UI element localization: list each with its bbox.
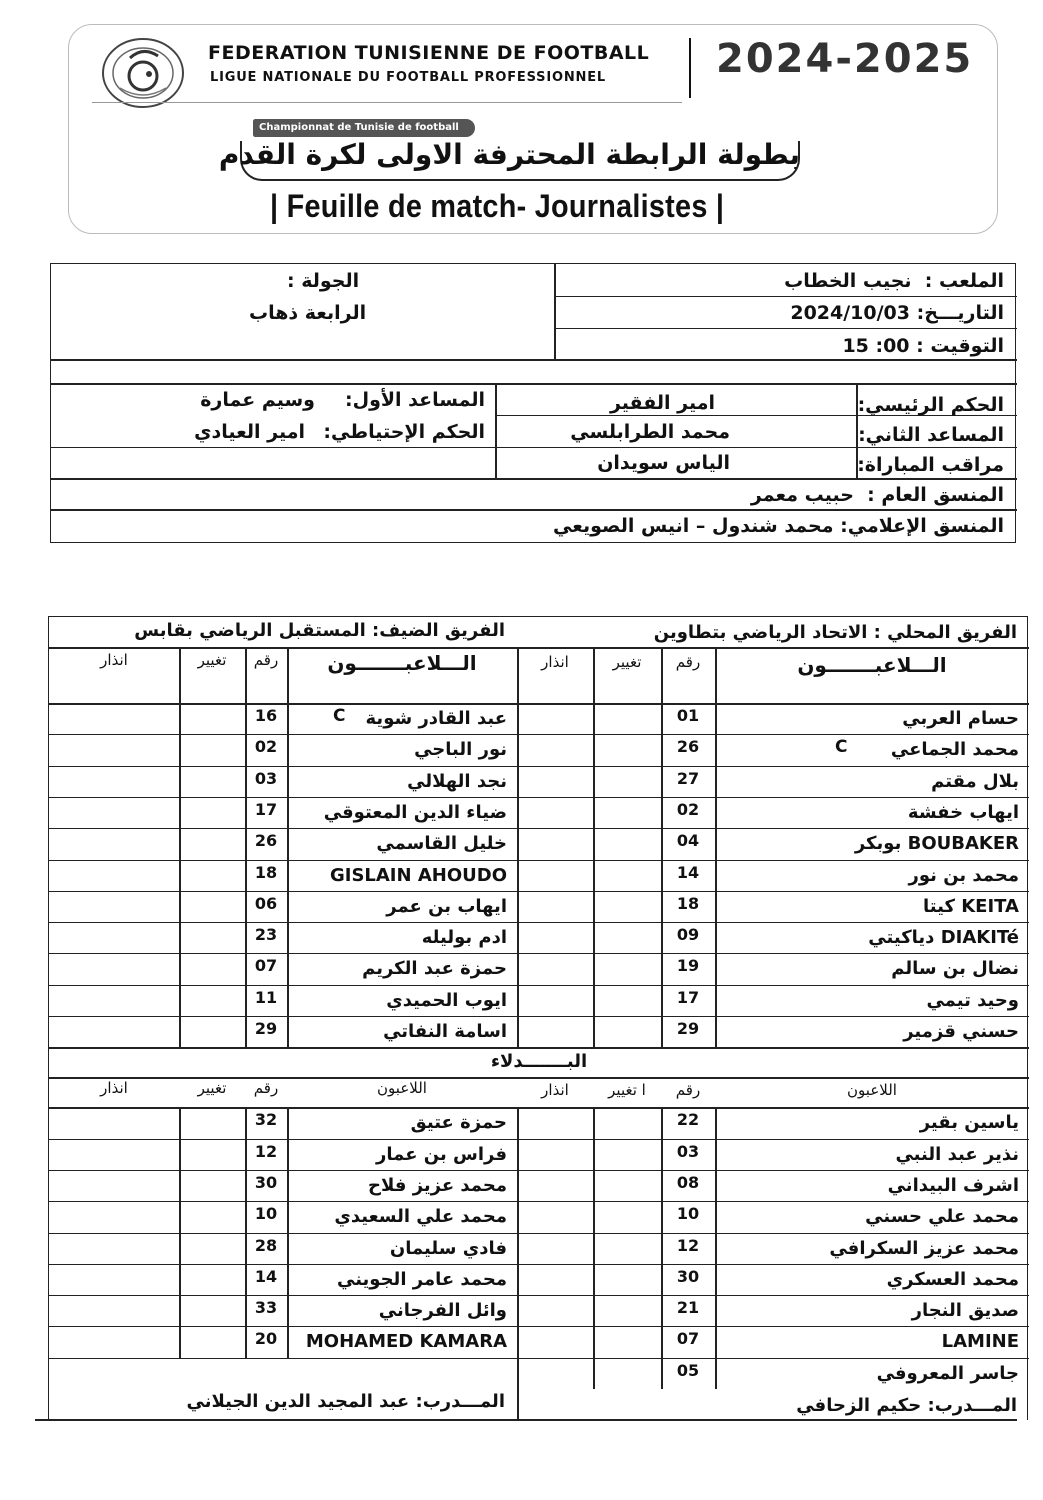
- away-subs-change-header: تغيير: [197, 1079, 227, 1098]
- away-sub-player-name: محمد عزيز فلاح: [368, 1174, 507, 1196]
- away-player-name: خليل القاسمي: [376, 833, 507, 855]
- away-player-name: اسامة النفاتي: [383, 1021, 507, 1042]
- away-player-name: ادم بوليله: [421, 927, 507, 949]
- championship-title-ar: بطولة الرابطة المحترفة الاولى لكرة القدم: [218, 138, 800, 171]
- home-player-name: حسني قزمير: [903, 1021, 1019, 1042]
- away-player-number: 06: [254, 893, 278, 913]
- away-player-number: 02: [254, 737, 278, 757]
- away-player-number: 11: [254, 987, 278, 1007]
- home-player-number: 27: [676, 768, 700, 788]
- league-title: LIGUE NATIONALE DU FOOTBALL PROFESSIONNEL: [210, 70, 606, 85]
- away-coach: المـــدرب: عبد المجيد الدين الجيلاني: [186, 1391, 505, 1412]
- home-sub-player-name: جاسر المعروفي: [876, 1362, 1019, 1384]
- home-warning-header: انذار: [541, 653, 569, 671]
- home-captain-badge: C: [835, 737, 848, 758]
- away-player-name: ايهاب بن عمر: [386, 895, 507, 917]
- away-player-number: 03: [254, 768, 278, 788]
- home-sub-player-name: محمد العسكري: [886, 1268, 1019, 1290]
- home-subs-change-header: ا تغيير: [608, 1081, 646, 1100]
- away-player-number: 29: [254, 1019, 278, 1038]
- home-player-name: بلال مقتم: [931, 770, 1019, 792]
- sheet-title: | Feuille de match- Journalistes |: [270, 188, 725, 224]
- away-player-name: حمزة عبد الكريم: [362, 958, 507, 980]
- away-sub-player-name: محمد عامر الجويني: [336, 1268, 507, 1290]
- season: 2024-2025: [716, 36, 974, 82]
- home-player-number: 01: [676, 706, 700, 725]
- assistant1-label: المساعد الأول:: [345, 389, 485, 411]
- home-player-name: DIAKITé دياكيتي: [868, 927, 1019, 949]
- observer-name: الياس سويدان: [597, 452, 730, 474]
- home-sub-player-number: 07: [676, 1329, 700, 1349]
- home-coach: المـــدرب: حكيم الزحافي: [796, 1395, 1017, 1416]
- away-player-name: GISLAIN AHOUDO: [329, 864, 507, 886]
- home-player-name: نضال بن سالم: [891, 958, 1019, 980]
- home-sub-player-number: 22: [676, 1110, 700, 1130]
- home-sub-player-number: 21: [676, 1298, 700, 1318]
- home-player-number: 02: [676, 799, 700, 819]
- home-subs-players-header: اللاعبون: [847, 1081, 897, 1100]
- away-sub-player-number: 10: [254, 1204, 278, 1224]
- substitutes-title: البـــــــدلاء: [490, 1051, 588, 1073]
- home-players-header: الـــلاعبـــــــون: [797, 653, 947, 677]
- away-sub-player-name: فادي سليمان: [389, 1237, 507, 1259]
- home-player-name: KEITA كيتا: [923, 895, 1019, 917]
- away-subs-warning-header: انذار: [100, 1079, 128, 1098]
- away-player-name: ايوب الحميدي: [386, 989, 507, 1011]
- home-player-number: 18: [676, 893, 700, 913]
- home-sub-player-name: نذير عبد النبي: [895, 1143, 1019, 1165]
- away-player-number: 26: [254, 831, 278, 851]
- away-player-name: نجد الهلالي: [407, 770, 507, 792]
- home-number-header: رقم: [675, 653, 701, 671]
- away-sub-player-number: 33: [254, 1298, 278, 1318]
- away-sub-player-number: 32: [254, 1110, 278, 1130]
- away-player-name: عبد القادر شوية: [365, 708, 507, 729]
- away-warning-header: انذار: [100, 651, 128, 669]
- away-player-number: 16: [254, 706, 278, 725]
- away-sub-player-number: 30: [254, 1172, 278, 1192]
- observer-label: مراقب المباراة:: [857, 454, 1004, 476]
- referee-label: الحكم الرئيسي:: [857, 394, 1004, 416]
- home-sub-player-name: محمد علي حسني: [865, 1206, 1019, 1228]
- away-players-header: الـــلاعبـــــــون: [327, 651, 477, 675]
- assistant1-name: وسيم عمارة: [200, 389, 315, 411]
- home-sub-player-name: LAMINE: [941, 1331, 1019, 1353]
- home-sub-player-number: 10: [676, 1204, 700, 1224]
- away-player-number: 23: [254, 925, 278, 945]
- away-player-number: 17: [254, 799, 278, 819]
- assistant2-label: المساعد الثاني:: [858, 424, 1004, 446]
- home-player-number: 14: [676, 862, 700, 882]
- home-player-name: محمد الجماعي: [890, 739, 1019, 761]
- away-sub-player-number: 12: [254, 1141, 278, 1161]
- away-sub-player-number: 14: [254, 1266, 278, 1286]
- home-sub-player-number: 08: [676, 1172, 700, 1192]
- away-sub-player-name: فراس بن عمار: [376, 1143, 507, 1165]
- header-divider: [689, 38, 691, 98]
- home-player-number: 29: [676, 1019, 700, 1038]
- home-subs-number-header: رقم: [675, 1081, 701, 1100]
- home-sub-player-name: صديق النجار: [911, 1300, 1019, 1322]
- home-sub-player-name: اشرف البيداني: [887, 1174, 1019, 1196]
- away-change-header: تغيير: [197, 651, 227, 669]
- home-player-name: حسام العربي: [902, 708, 1019, 729]
- away-team-title: الفريق الضيف: المستقبل الرياضي بقابس: [134, 620, 505, 641]
- away-sub-player-name: وائل الفرجاني: [378, 1300, 507, 1322]
- away-number-header: رقم: [253, 651, 279, 669]
- away-subs-players-header: اللاعبون: [377, 1079, 427, 1098]
- away-captain-badge: C: [333, 706, 346, 726]
- away-sub-player-number: 20: [254, 1329, 278, 1349]
- home-sub-player-number: 05: [676, 1360, 700, 1380]
- home-sub-player-number: 12: [676, 1235, 700, 1255]
- referee-name: امير الفقير: [609, 392, 715, 414]
- date-row: التاريـــخ: 2024/10/03: [790, 302, 1004, 324]
- round-value: الرابعة ذهاب: [249, 302, 367, 324]
- round-label: الجولة :: [287, 270, 360, 292]
- home-player-number: 26: [676, 737, 700, 757]
- away-sub-player-name: حمزة عتيق: [410, 1112, 507, 1134]
- home-sub-player-number: 30: [676, 1266, 700, 1286]
- away-player-number: 07: [254, 956, 278, 976]
- fourth-official-name: امير العيادي: [194, 421, 305, 443]
- home-player-name: BOUBAKER بوبكر: [854, 833, 1019, 855]
- home-player-name: ايهاب خفشة: [907, 801, 1019, 823]
- time-row: التوقيت : 15 :00: [842, 335, 1004, 357]
- home-player-number: 09: [676, 925, 700, 945]
- media-coordinator-row: المنسق الإعلامي: محمد شندول – انيس الصويعي: [553, 515, 1004, 537]
- fourth-official-label: الحكم الإحتياطي:: [323, 421, 485, 443]
- assistant2-name: محمد الطرابلسي: [570, 421, 730, 443]
- coordinator-row: المنسق العام : حبيب معمر: [750, 484, 1004, 506]
- home-player-number: 17: [676, 987, 700, 1007]
- away-player-number: 18: [254, 862, 278, 882]
- federation-title: FEDERATION TUNISIENNE DE FOOTBALL: [208, 42, 650, 64]
- match-info-box: [50, 263, 1016, 543]
- home-subs-warning-header: انذار: [541, 1081, 569, 1100]
- header-rule: [92, 102, 682, 103]
- federation-logo-icon: [100, 36, 186, 110]
- championship-banner: Championnat de Tunisie de football: [253, 119, 475, 137]
- home-player-number: 19: [676, 956, 700, 976]
- home-player-number: 04: [676, 831, 700, 851]
- away-sub-player-name: MOHAMED KAMARA: [305, 1331, 507, 1353]
- home-sub-player-name: ياسين بقير: [919, 1112, 1019, 1134]
- away-sub-player-name: محمد علي السعيدي: [334, 1206, 507, 1228]
- home-change-header: تغيير: [612, 653, 642, 671]
- home-sub-player-name: محمد عزيز السكرافي: [829, 1237, 1019, 1259]
- away-player-name: نور الباجي: [414, 739, 507, 761]
- home-sub-player-number: 03: [676, 1141, 700, 1161]
- away-player-name: ضياء الدين المعتوقي: [323, 801, 507, 823]
- stadium-row: الملعب : نجيب الخطاب: [784, 270, 1004, 292]
- lineups-table: [48, 616, 1028, 1420]
- home-player-name: وحيد تيمي: [926, 989, 1019, 1011]
- away-sub-player-number: 28: [254, 1235, 278, 1255]
- home-player-name: محمد بن نور: [908, 864, 1019, 886]
- away-subs-number-header: رقم: [253, 1079, 279, 1098]
- home-team-title: الفريق المحلي : الاتحاد الرياضي بتطاوين: [653, 622, 1017, 643]
